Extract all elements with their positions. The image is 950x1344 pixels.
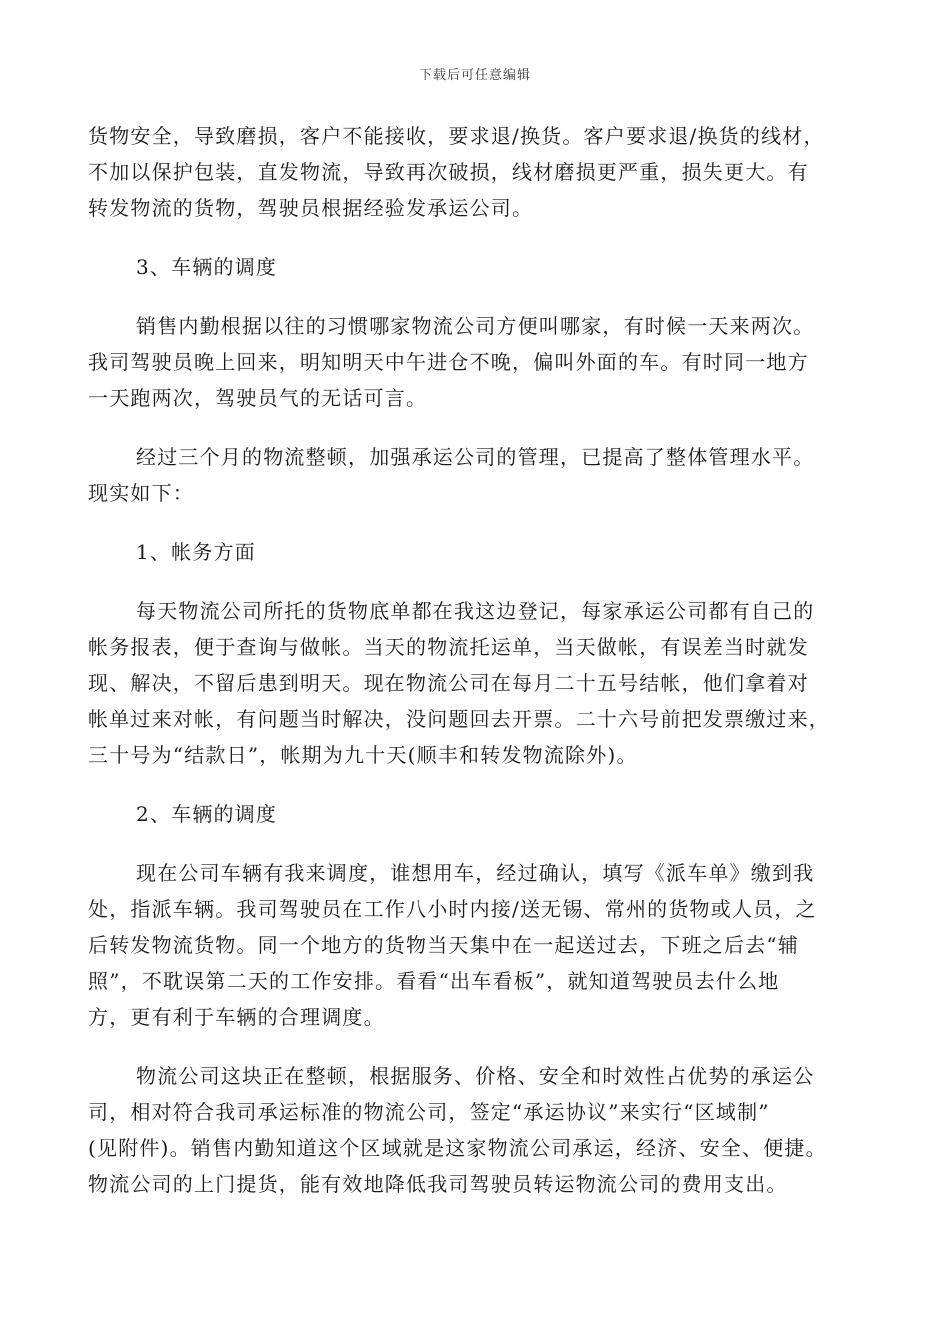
text-line: 转发物流的货物，驾驶员根据经验发承运公司。 xyxy=(88,196,534,220)
section-heading xyxy=(88,249,848,285)
text-line: (见附件)。销售内勤知道这个区域就是这家物流公司承运，经济、安全、便捷。 xyxy=(88,1136,827,1160)
text-line: 物流公司的上门提货，能有效地降低我司驾驶员转运物流公司的费用支出。 xyxy=(88,1172,788,1196)
text-line: 司，相对符合我司承运标准的物流公司，签定“承运协议”来实行“区域制” xyxy=(88,1100,770,1124)
text-line: 不加以保护包装，直发物流，导致再次破损，线材磨损更严重，损失更大。有 xyxy=(88,160,809,184)
section-heading xyxy=(88,796,848,832)
text-line: 2、车辆的调度 xyxy=(136,802,278,826)
text-line: 处，指派车辆。我司驾驶员在工作八小时内接/送无锡、常州的货物或人员，之 xyxy=(88,897,817,921)
text-line: 后转发物流货物。同一个地方的货物当天集中在一起送过去，下班之后去“辅 xyxy=(88,933,800,957)
paragraph xyxy=(88,308,848,416)
text-line: 经过三个月的物流整顿，加强承运公司的管理，已提高了整体管理水平。 xyxy=(136,445,815,469)
text-line: 一天跑两次，驾驶员气的无话可言。 xyxy=(88,386,428,410)
text-line: 物流公司这块正在整顿，根据服务、价格、安全和时效性占优势的承运公 xyxy=(136,1064,815,1088)
text-line: 我司驾驶员晚上回来，明知明天中午进仓不晚，偏叫外面的车。有时同一地方 xyxy=(88,350,809,374)
paragraph xyxy=(88,593,848,773)
text-line: 帐务报表，便于查询与做帐。当天的物流托运单，当天做帐，有误差当时就发 xyxy=(88,635,809,659)
text-line: 方，更有利于车辆的合理调度。 xyxy=(88,1005,385,1029)
text-line: 销售内勤根据以往的习惯哪家物流公司方便叫哪家，有时候一天来两次。 xyxy=(136,314,815,338)
paragraph xyxy=(88,1058,848,1202)
text-line: 3、车辆的调度 xyxy=(136,255,278,279)
text-line: 每天物流公司所托的货物底单都在我这边登记，每家承运公司都有自己的 xyxy=(136,599,815,623)
section-heading xyxy=(88,534,848,570)
text-line: 1、帐务方面 xyxy=(136,540,256,564)
text-line: 现实如下： xyxy=(88,481,194,505)
text-line: 货物安全，导致磨损，客户不能接收，要求退/换货。客户要求退/换货的线材， xyxy=(88,124,825,148)
text-line: 照”，不耽误第二天的工作安排。看看“出车看板”，就知道驾驶员去什么地 xyxy=(88,969,780,993)
paragraph xyxy=(88,855,848,1035)
page-header: 下载后可任意编辑 xyxy=(418,68,531,83)
text-line: 现、解决，不留后患到明天。现在物流公司在每月二十五号结帐，他们拿着对 xyxy=(88,671,809,695)
paragraph xyxy=(88,118,848,226)
paragraph xyxy=(88,439,848,511)
text-line: 现在公司车辆有我来调度，谁想用车，经过确认，填写《派车单》缴到我 xyxy=(136,861,815,885)
text-line: 帐单过来对帐，有问题当时解决，没问题回去开票。二十六号前把发票缴过来， xyxy=(88,707,830,731)
document-body xyxy=(88,118,848,1225)
text-line: 三十号为“结款日”，帐期为九十天(顺丰和转发物流除外)。 xyxy=(88,743,638,767)
